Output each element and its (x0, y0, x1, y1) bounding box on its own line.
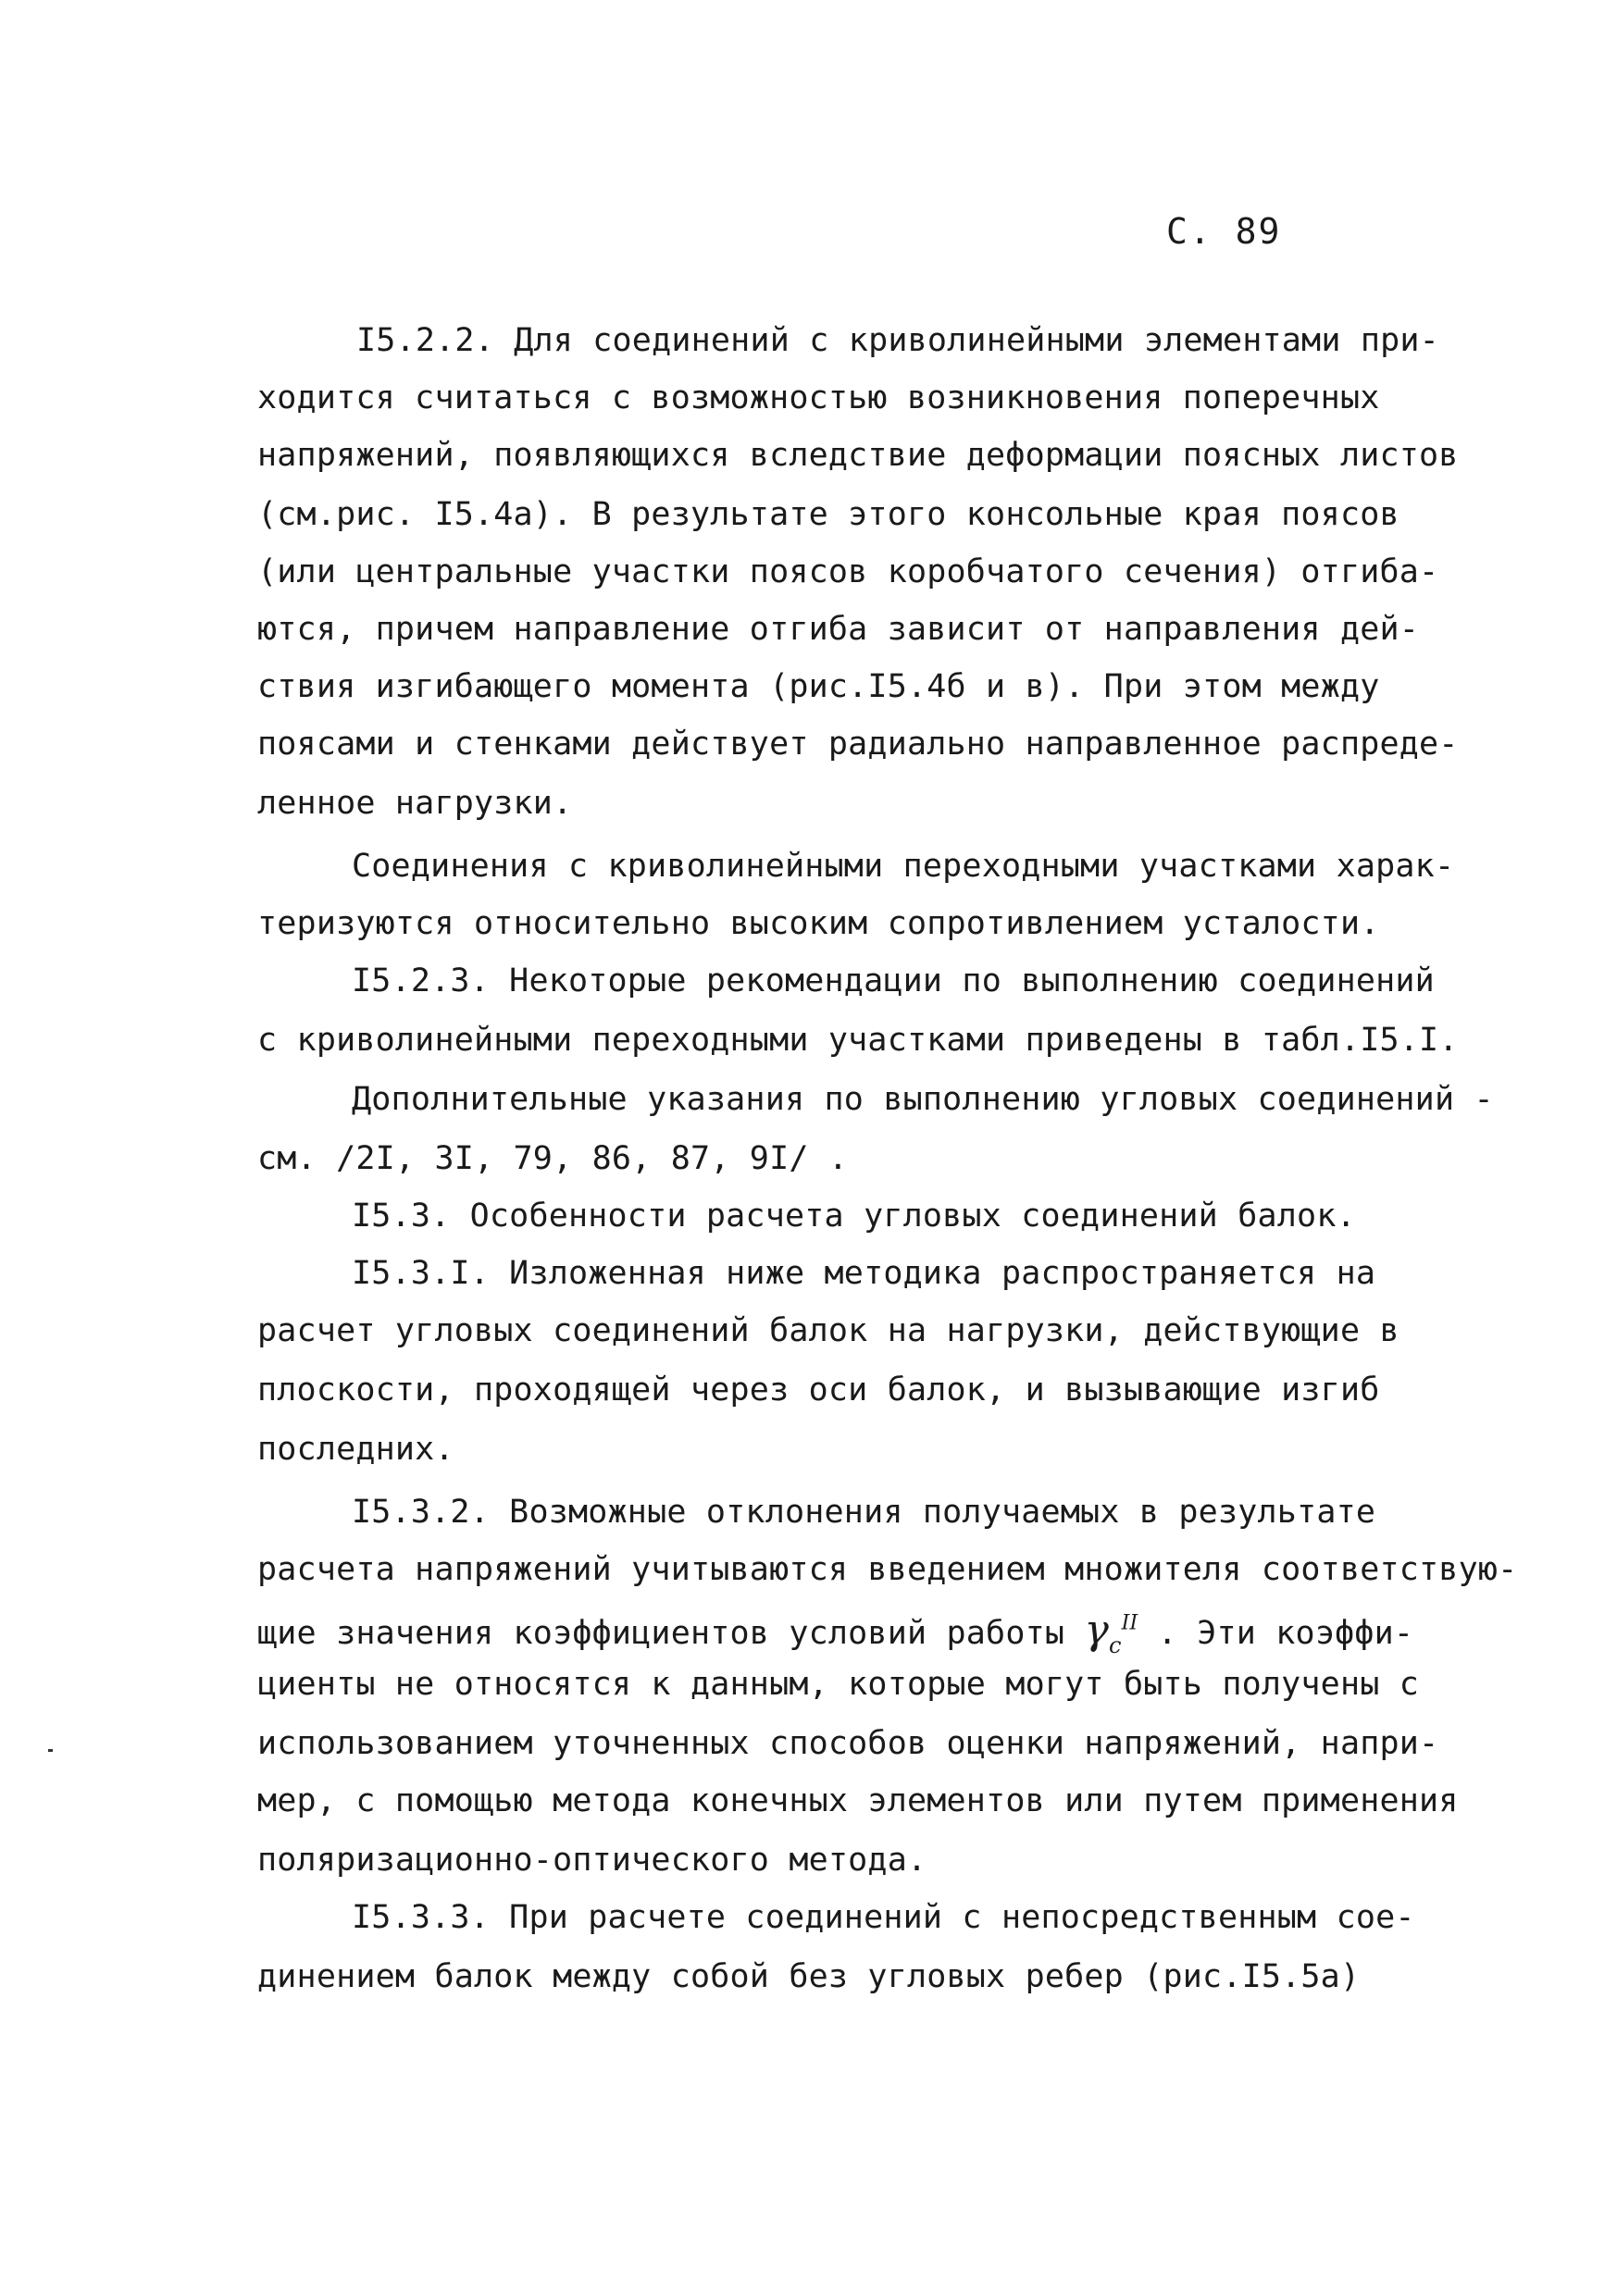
text-line: плоскости, проходящей через оси балок, и вызывающие изгиб (257, 1371, 1380, 1409)
text-line: см. /2I, 3I, 79, 86, 87, 9I/ . (257, 1140, 849, 1177)
text-line: ствия изгибающего момента (рис.I5.4б и в). При этом между (257, 668, 1380, 705)
text-line: Соединения с криволинейными переходными участками харак- (352, 848, 1455, 885)
text-line: расчета напряжений учитываются введением множителя соответствую- (257, 1551, 1518, 1588)
section-heading: I5.3. Особенности расчета угловых соединений балок. (352, 1198, 1356, 1235)
text-line: ходится считаться с возможностью возникновения поперечных (257, 379, 1380, 416)
text-line-with-formula (257, 1607, 1413, 1658)
text-fragment: щие значения коэффициентов условий работы (257, 1615, 1065, 1652)
text-line: I5.3.3. При расчете соединений с непосредственным сое- (352, 1899, 1415, 1936)
text-line: теризуются относительно высоким сопротивлением усталости. (257, 905, 1380, 942)
text-line: использованием уточненных способов оценки напряжений, напри- (257, 1725, 1439, 1762)
scan-speck (48, 1749, 53, 1752)
text-line: последних. (257, 1431, 454, 1468)
text-line: поляризационно-оптического метода. (257, 1842, 927, 1879)
text-line: (см.рис. I5.4а). В результате этого консольные края поясов (257, 496, 1399, 533)
page-number: С. 89 (1166, 211, 1282, 252)
text-line: мер, с помощью метода конечных элементов или путем применения (257, 1782, 1459, 1819)
text-line: I5.3.I. Изложенная ниже методика распространяется на (352, 1255, 1376, 1292)
text-line: I5.2.3. Некоторые рекомендации по выполнению соединений (352, 962, 1435, 999)
text-line: I5.3.2. Возможные отклонения получаемых в результате (352, 1494, 1376, 1531)
text-line: расчет угловых соединений балок на нагрузки, действующие в (257, 1312, 1399, 1349)
text-line: (или центральные участки поясов коробчатого сечения) отгиба- (257, 553, 1439, 590)
gamma-c-symbol: $\gamma_c^{II}$ (1084, 1607, 1138, 1658)
text-fragment: . Эти коэффи- (1157, 1615, 1414, 1652)
text-line: ленное нагрузки. (257, 785, 573, 822)
text-line: с криволинейными переходными участками приведены в табл.I5.I. (257, 1022, 1459, 1059)
text-line: Дополнительные указания по выполнению угловых соединений - (352, 1081, 1494, 1118)
text-line: напряжений, появляющихся вследствие деформации поясных листов (257, 437, 1459, 474)
text-line: циенты не относятся к данным, которые могут быть получены с (257, 1666, 1420, 1703)
text-line: динением балок между собой без угловых ребер (рис.I5.5а) (257, 1958, 1361, 1995)
text-line: поясами и стенками действует радиально направленное распреде- (257, 726, 1459, 763)
text-line: I5.2.2. Для соединений с криволинейными элементами при- (356, 322, 1439, 359)
text-line: ются, причем направление отгиба зависит от направления дей- (257, 611, 1420, 648)
